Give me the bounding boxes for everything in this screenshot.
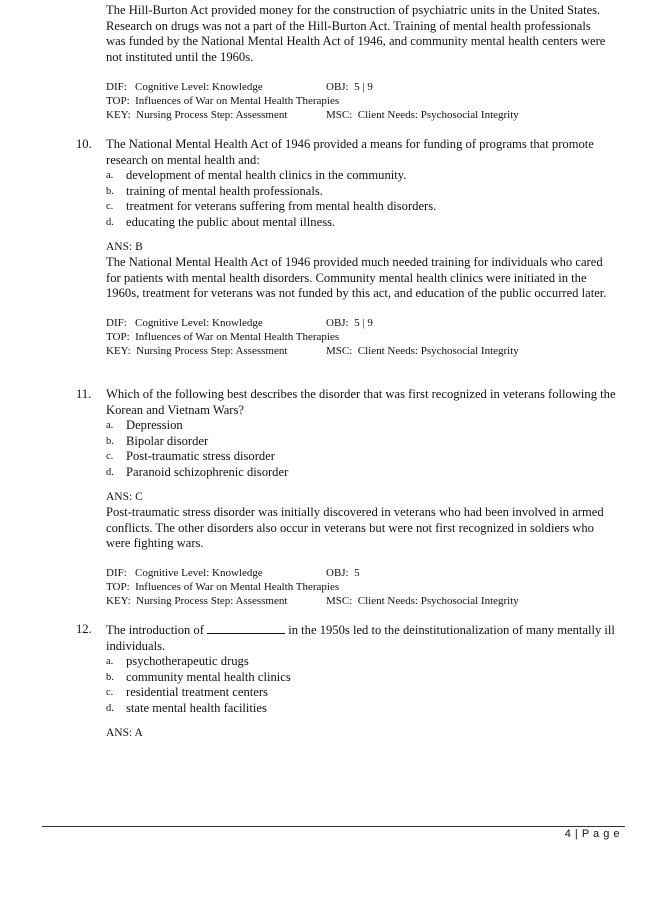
option-c <box>106 199 616 215</box>
meta-line-key <box>106 594 616 608</box>
option-list <box>106 418 616 480</box>
answer-label: ANS: B <box>106 241 143 253</box>
option-letter: b. <box>106 671 114 683</box>
question-11 <box>76 387 616 608</box>
meta-line-key <box>106 108 611 122</box>
option-text: Post-traumatic stress disorder <box>126 449 275 463</box>
stem-before-blank: The introduction of <box>106 623 208 637</box>
stem-after-blank: in the 1950s led to the deinstitutionalization of many mentally ill individuals. <box>106 623 615 653</box>
question-stem: Which of the following best describes the disorder that was first recognized in veterans following the Korean and Vietnam Wars? <box>106 387 616 417</box>
option-text: state mental health facilities <box>126 700 267 715</box>
option-list <box>106 168 616 230</box>
msc-label: MSC: Client Needs: Psychosocial Integrity <box>326 109 519 121</box>
option-c <box>106 449 616 465</box>
key-label: KEY: Nursing Process Step: Assessment <box>106 594 288 607</box>
answer-label: ANS: C <box>106 491 143 503</box>
question-number: 12. <box>76 622 92 636</box>
option-text: Paranoid schizophrenic disorder <box>126 464 289 479</box>
obj-label: OBJ: 5 | 9 <box>326 81 373 93</box>
question-number: 11. <box>76 387 92 401</box>
meta-line-dif <box>106 80 611 94</box>
key-label: KEY: Nursing Process Step: Assessment <box>106 109 288 121</box>
page-number: 4 | P a g e <box>564 828 620 840</box>
question-10 <box>76 137 616 358</box>
option-d <box>106 701 616 717</box>
fill-in-blank <box>207 622 285 634</box>
option-b <box>106 434 616 450</box>
option-letter: c. <box>106 687 114 698</box>
option-letter: d. <box>106 466 114 478</box>
rationale-text: The National Mental Health Act of 1946 provided much needed training for individuals who cared for patients with mental health disorders. Community mental health clinics were initiated in the 1960s, treatment for veterans was not funded by this act, and education of the public occurred later. <box>106 255 607 300</box>
option-text: training of mental health professionals. <box>126 183 323 198</box>
option-text: residential treatment centers <box>126 685 268 699</box>
rationale-text: Post-traumatic stress disorder was initially discovered in veterans who had been involved in armed conflicts. The other disorders also occur in veterans but were not first recognized in soldiers who were fighting wars. <box>106 505 604 550</box>
dif-label: DIF: Cognitive Level: Knowledge <box>106 81 263 93</box>
option-text: community mental health clinics <box>126 669 291 684</box>
option-b <box>106 184 616 200</box>
question-body <box>106 387 616 608</box>
option-text: treatment for veterans suffering from mental health disorders. <box>126 199 437 213</box>
question-body <box>106 137 616 358</box>
meta-line-top: TOP: Influences of War on Mental Health Therapies <box>106 330 340 343</box>
option-d <box>106 215 616 231</box>
dif-label: DIF: Cognitive Level: Knowledge <box>106 316 263 329</box>
meta-block <box>106 316 616 358</box>
option-letter: d. <box>106 216 114 228</box>
question-number: 10. <box>76 137 92 151</box>
option-letter: c. <box>106 201 114 212</box>
obj-label: OBJ: 5 <box>326 566 360 579</box>
option-d <box>106 465 616 481</box>
option-a <box>106 654 616 670</box>
option-text: Bipolar disorder <box>126 433 209 448</box>
meta-block <box>106 566 616 608</box>
meta-line-top: TOP: Influences of War on Mental Health Therapies <box>106 95 340 107</box>
option-text: Depression <box>126 418 183 432</box>
option-c <box>106 685 616 701</box>
obj-label: OBJ: 5 | 9 <box>326 316 373 329</box>
option-letter: a. <box>106 656 114 667</box>
option-text: development of mental health clinics in the community. <box>126 168 407 182</box>
question-stem <box>106 622 616 654</box>
option-letter: a. <box>106 420 114 431</box>
question-body <box>106 622 616 741</box>
option-list <box>106 654 616 716</box>
option-letter: a. <box>106 170 114 181</box>
option-a <box>106 168 616 184</box>
option-letter: d. <box>106 702 114 714</box>
msc-label: MSC: Client Needs: Psychosocial Integrity <box>326 344 519 357</box>
top-rationale-block <box>106 3 611 65</box>
rationale-text: The Hill-Burton Act provided money for the construction of psychiatric units in the United States. Research on drugs was not a part of the Hill-Burton Act. Training of mental health professionals was funded by the National Mental Health Act of 1946, and community mental health centers were not instituted until the 1960s. <box>106 3 606 64</box>
meta-line-dif <box>106 316 616 330</box>
msc-label: MSC: Client Needs: Psychosocial Integrity <box>326 594 519 607</box>
option-text: educating the public about mental illness. <box>126 214 336 229</box>
option-b <box>106 670 616 686</box>
option-letter: b. <box>106 435 114 447</box>
top-meta-block <box>106 80 611 122</box>
question-stem: The National Mental Health Act of 1946 provided a means for funding of programs that promote research on mental health and: <box>106 137 594 167</box>
meta-line-key <box>106 344 616 358</box>
answer-label: ANS: A <box>106 727 143 739</box>
key-label: KEY: Nursing Process Step: Assessment <box>106 344 288 357</box>
option-letter: b. <box>106 185 114 197</box>
option-text: psychotherapeutic drugs <box>126 654 249 668</box>
footer-divider <box>42 826 625 827</box>
option-a <box>106 418 616 434</box>
option-letter: c. <box>106 451 114 462</box>
meta-line-dif <box>106 566 616 580</box>
meta-line-top: TOP: Influences of War on Mental Health Therapies <box>106 580 340 593</box>
question-12 <box>76 622 616 741</box>
dif-label: DIF: Cognitive Level: Knowledge <box>106 566 263 579</box>
